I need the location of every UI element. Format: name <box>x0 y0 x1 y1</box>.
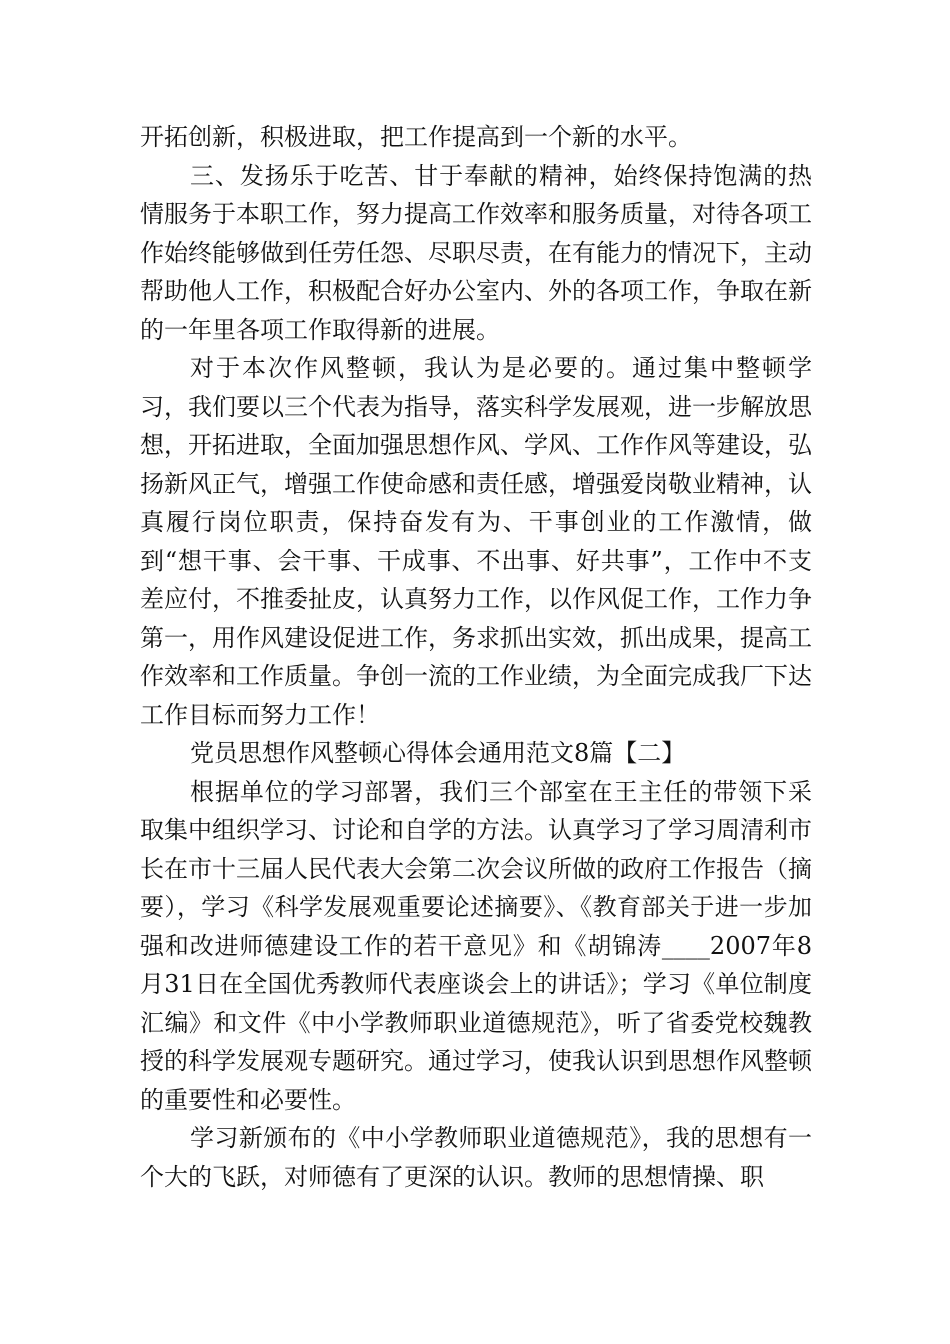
paragraph-study-deployment: 根据单位的学习部署，我们三个部室在王主任的带领下采取集中组织学习、讨论和自学的方法。认真学习了学习周清利市长在市十三届人民代表大会第二次会议所做的政府工作报告（摘要），学习《科学发展观重要论述摘要》、《教育部关于进一步加强和改进师德建设工作的若干意见》和《胡锦涛____2007年8月31日在全国优秀教师代表座谈会上的讲话》；学习《单位制度汇编》和文件《中小学教师职业道德规范》，听了省委党校魏教授的科学发展观专题研究。通过学习，使我认识到思想作风整顿的重要性和必要性。 <box>140 777 812 1114</box>
paragraph-continuation: 开拓创新，积极进取，把工作提高到一个新的水平。 <box>140 123 692 151</box>
paragraph-teacher-ethics: 学习新颁布的《中小学教师职业道德规范》，我的思想有一个大的飞跃，对师德有了更深的认识。教师的思想情操、职 <box>140 1124 812 1191</box>
paragraph-rectification: 对于本次作风整顿，我认为是必要的。通过集中整顿学习，我们要以三个代表为指导，落实科学发展观，进一步解放思想，开拓进取，全面加强思想作风、学风、工作作风等建设，弘扬新风正气，增强工作使命感和责任感，增强爱岗敬业精神，认真履行岗位职责，保持奋发有为、干事创业的工作激情，做到“想干事、会干事、干成事、不出事、好共事”，工作中不支差应付，不推委扯皮，认真努力工作，以作风促工作，工作力争第一，用作风建设促进工作，务求抓出实效，抓出成果，提高工作效率和工作质量。争创一流的工作业绩，为全面完成我厂下达工作目标而努力工作！ <box>140 354 812 729</box>
section-heading: 党员思想作风整顿心得体会通用范文8篇【二】 <box>190 739 686 767</box>
paragraph-section-three: 三、发扬乐于吃苦、甘于奉献的精神，始终保持饱满的热情服务于本职工作，努力提高工作效率和服务质量，对待各项工作始终能够做到任劳任怨、尽职尽责，在有能力的情况下，主动帮助他人工作，积极配合好办公室内、外的各项工作，争取在新的一年里各项工作取得新的进展。 <box>140 161 812 344</box>
document-body <box>140 118 812 1196</box>
